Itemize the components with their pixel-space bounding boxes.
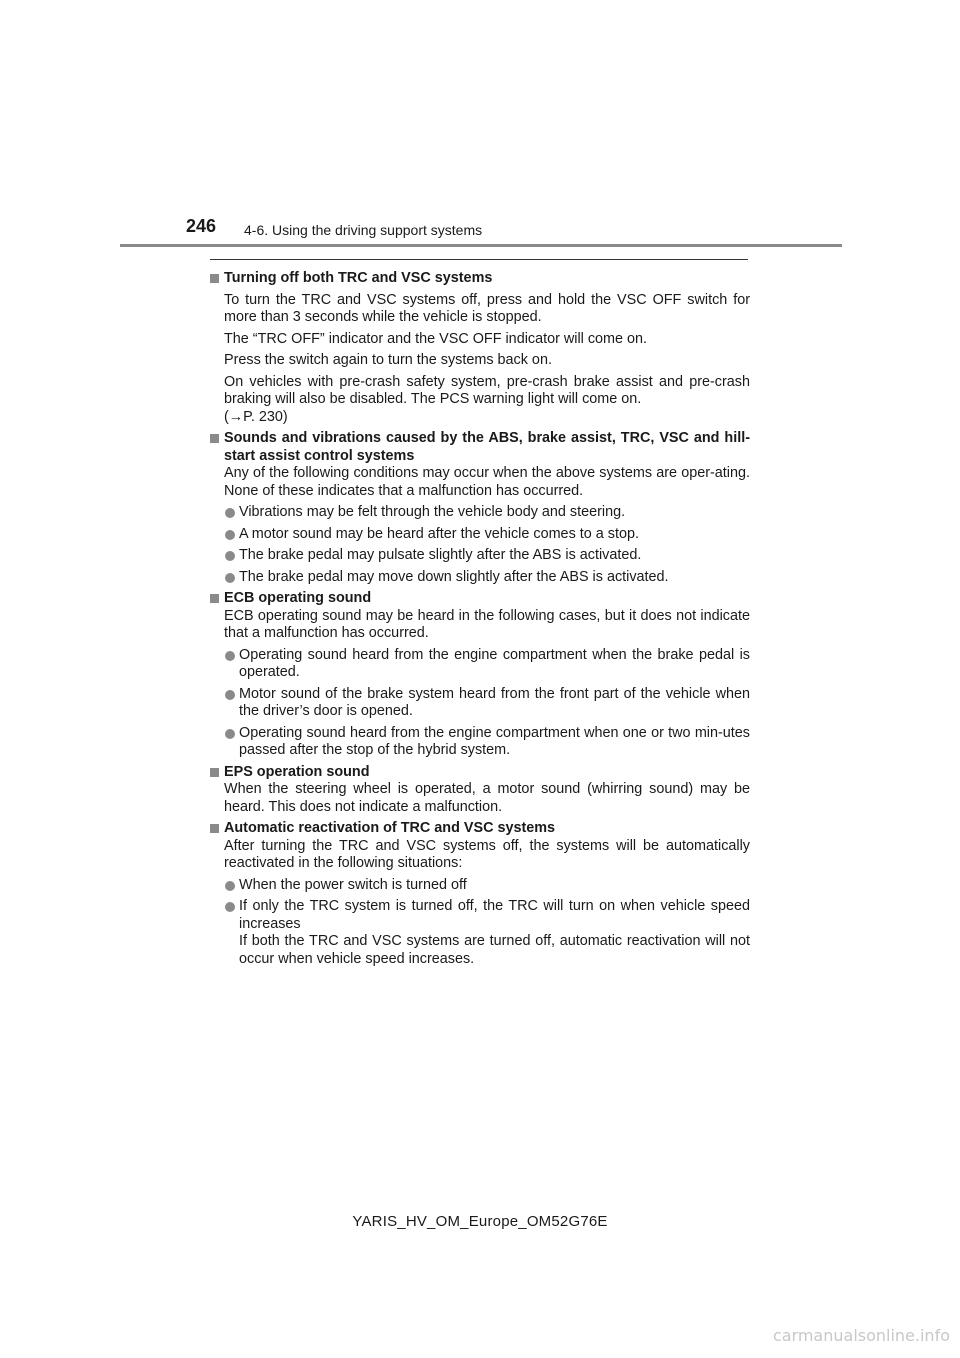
- circle-bullet-icon: [225, 551, 235, 561]
- bullet-continuation: If both the TRC and VSC systems are turned off, automatic reactivation will not occur when vehicle speed increases.: [239, 933, 750, 967]
- list-item: When the power switch is turned off: [210, 877, 750, 895]
- paragraph: After turning the TRC and VSC systems off, the systems will be automatically reactivated in the following situations:: [224, 837, 750, 871]
- page-number: 246: [186, 216, 217, 236]
- section-heading: Automatic reactivation of TRC and VSC systems: [210, 820, 750, 838]
- page-reference-link[interactable]: (→P. 230): [224, 408, 288, 425]
- list-item: Operating sound heard from the engine compartment when the brake pedal is operated.: [210, 647, 750, 682]
- paragraph: ECB operating sound may be heard in the following cases, but it does not indicate that a malfunction has occurred.: [224, 607, 750, 641]
- circle-bullet-icon: [225, 729, 235, 739]
- paragraph: The “TRC OFF” indicator and the VSC OFF indicator will come on.: [224, 330, 648, 347]
- circle-bullet-icon: [225, 508, 235, 518]
- square-bullet-icon: [210, 768, 219, 777]
- circle-bullet-icon: [225, 573, 235, 583]
- square-bullet-icon: [210, 594, 219, 603]
- document-id: YARIS_HV_OM_Europe_OM52G76E: [352, 1213, 608, 1230]
- page-content: [210, 266, 750, 968]
- watermark: carmanualsonline.info: [772, 1326, 950, 1345]
- paragraph: Press the switch again to turn the systems back on.: [224, 352, 552, 368]
- section-title: 4-6. Using the driving support systems: [244, 222, 483, 238]
- list-item: Vibrations may be felt through the vehicle body and steering.: [210, 504, 750, 522]
- circle-bullet-icon: [225, 651, 235, 661]
- content-rule: [210, 259, 748, 260]
- square-bullet-icon: [210, 434, 219, 443]
- section-heading: Turning off both TRC and VSC systems: [210, 270, 750, 288]
- list-item: The brake pedal may move down slightly after the ABS is activated.: [210, 569, 750, 587]
- square-bullet-icon: [210, 824, 219, 833]
- list-item: Motor sound of the brake system heard from the front part of the vehicle when the driver’s door is opened.: [210, 686, 750, 721]
- circle-bullet-icon: [225, 902, 235, 912]
- section-heading: EPS operation sound: [210, 764, 750, 782]
- circle-bullet-icon: [225, 530, 235, 540]
- paragraph: Any of the following conditions may occur when the above systems are oper-ating. None of these indicates that a malfunction has occurred.: [224, 465, 750, 499]
- paragraph: When the steering wheel is operated, a motor sound (whirring sound) may be heard. This does not indicate a malfunction.: [224, 781, 750, 815]
- list-item: A motor sound may be heard after the vehicle comes to a stop.: [210, 526, 750, 544]
- list-item: The brake pedal may pulsate slightly after the ABS is activated.: [210, 547, 750, 565]
- section-heading: ECB operating sound: [210, 590, 750, 608]
- square-bullet-icon: [210, 274, 219, 283]
- list-item: Operating sound heard from the engine compartment when one or two min-utes passed after the stop of the hybrid system.: [210, 725, 750, 760]
- paragraph: On vehicles with pre-crash safety system, pre-crash brake assist and pre-crash braking will also be disabled. The PCS warning light will come on. (→P. 230): [224, 373, 750, 425]
- paragraph: To turn the TRC and VSC systems off, press and hold the VSC OFF switch for more than 3 seconds while the vehicle is stopped.: [224, 291, 750, 325]
- circle-bullet-icon: [225, 881, 235, 891]
- section-heading: Sounds and vibrations caused by the ABS, brake assist, TRC, VSC and hill-start assist control systems: [210, 430, 750, 465]
- circle-bullet-icon: [225, 690, 235, 700]
- list-item: If only the TRC system is turned off, the TRC will turn on when vehicle speed increases If both the TRC and VSC systems are turned off, automatic reactivation will not occur when vehicle speed increases.: [210, 898, 750, 968]
- header-rule: [120, 244, 842, 247]
